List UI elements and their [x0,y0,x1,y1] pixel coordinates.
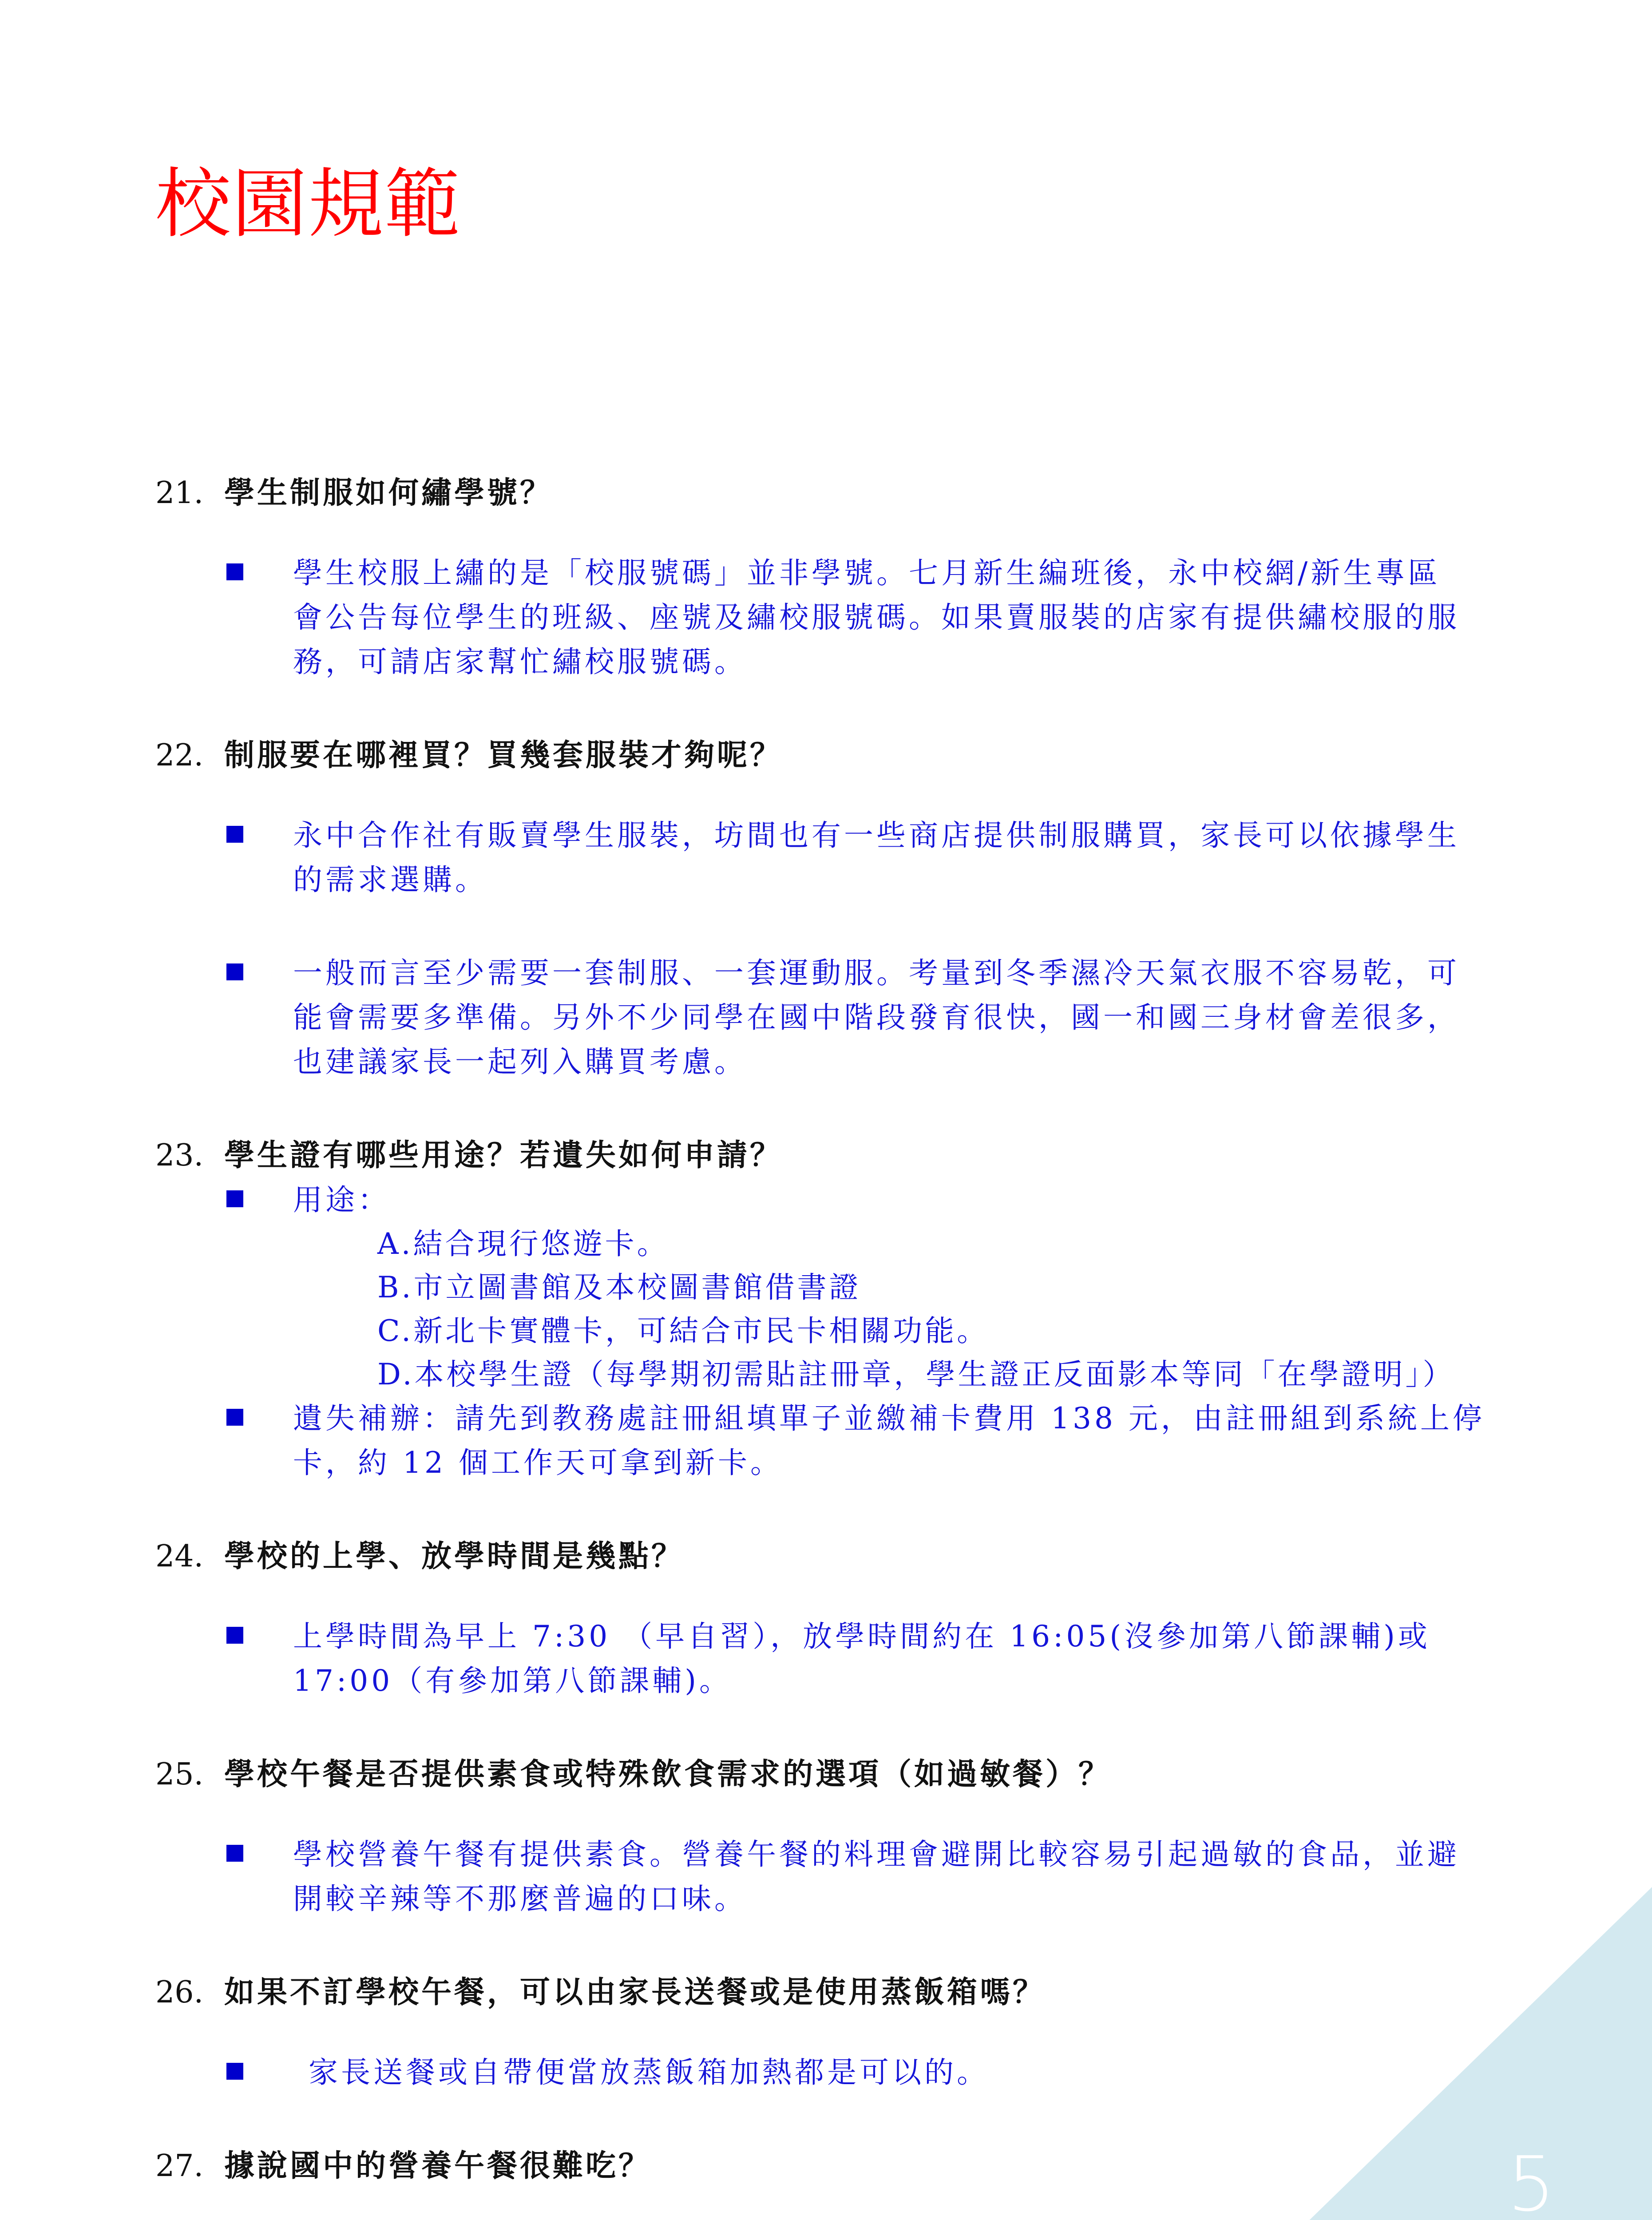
answer-line: 學生校服上繡的是「校服號碼」並非學號。七月新生編班後，永中校網/新生專區 [293,556,1441,590]
question-text: 學生制服如何繡學號？ [224,475,553,511]
answer-line: 能會需要多準備。另外不少同學在國中階段發育很快，國一和國三身材會差很多， [293,1000,1460,1035]
qa-item-25 [155,1752,1496,1921]
question-number: 21. [155,476,204,511]
answer-line: 務，可請店家幫忙繡校服號碼。 [293,645,747,679]
question-number: 24. [155,1539,204,1574]
answer-line: 學校營養午餐有提供素食。營養午餐的料理會避開比較容易引起過敏的食品，並避 [293,1837,1460,1871]
answer-item [155,1396,1496,1485]
square-bullet-icon [226,826,243,843]
answer-line: 用途： [293,1183,390,1217]
answer-line: 上學時間為早上 7:30 （早自習），放學時間約在 16:05(沒參加第八節課輔)或 [293,1619,1430,1653]
answer-line: 會公告每位學生的班級、座號及繡校服號碼。如果賣服裝的店家有提供繡校服的服 [293,600,1460,634]
answer-line: 永中合作社有販賣學生服裝，坊間也有一些商店提供制服購買，家長可以依據學生 [293,818,1460,852]
usage-sub-list [155,1222,1496,1396]
answer-line: 17:00（有參加第八節課輔)。 [293,1664,732,1698]
square-bullet-icon [226,1409,243,1426]
question-text: 學生證有哪些用途？若遺失如何申請？ [224,1138,783,1173]
answer-item [155,2050,1496,2095]
question-number: 22. [155,738,204,773]
answer-item [155,1178,1496,1222]
sub-list-item: B.市立圖書館及本校圖書館借書證 [377,1270,861,1304]
qa-item-26 [155,1970,1496,2095]
answer-item [155,951,1496,1084]
answer-item [155,813,1496,902]
sub-list-item: A.結合現行悠遊卡。 [377,1227,669,1261]
answer-line: 開較辛辣等不那麼普遍的口味。 [293,1882,747,1916]
question-text: 制服要在哪裡買？買幾套服裝才夠呢？ [224,737,783,773]
square-bullet-icon [226,563,243,580]
answer-line: 家長送餐或自帶便當放蒸飯箱加熱都是可以的。 [309,2055,989,2089]
answer-line: 一般而言至少需要一套制服、一套運動服。考量到冬季濕冷天氣衣服不容易乾，可 [293,956,1460,990]
square-bullet-icon [226,2063,243,2080]
page-number: 5 [1507,2141,1556,2220]
square-bullet-icon [226,1190,243,1207]
qa-content [155,471,1496,2188]
answer-line: 也建議家長一起列入購買考慮。 [293,1045,747,1079]
question-number: 23. [155,1138,204,1173]
qa-item-21 [155,471,1496,684]
question-text: 學校的上學、放學時間是幾點？ [224,1538,685,1574]
question-text: 據說國中的營養午餐很難吃？ [224,2148,652,2184]
answer-item [155,1832,1496,1921]
question-text: 如果不訂學校午餐，可以由家長送餐或是使用蒸飯箱嗎？ [224,1974,1046,2010]
question [155,471,1496,515]
square-bullet-icon [226,963,243,980]
answer-item [155,1614,1496,1703]
question [155,733,1496,778]
question [155,1970,1496,2015]
question [155,1133,1496,1178]
question-number: 25. [155,1757,204,1792]
page-title: 校園規範 [155,160,461,248]
question-number: 27. [155,2149,204,2184]
qa-item-24 [155,1534,1496,1703]
answer-line: 的需求選購。 [293,863,487,897]
question-number: 26. [155,1975,204,2010]
sub-list-item: D.本校學生證（每學期初需貼註冊章，學生證正反面影本等同「在學證明」） [377,1357,1455,1391]
answer-item [155,551,1496,684]
answer-line: 卡，約 12 個工作天可拿到新卡。 [293,1446,783,1480]
qa-item-27 [155,2144,1496,2188]
answer-line: 遺失補辦：請先到教務處註冊組填單子並繳補卡費用 138 元，由註冊組到系統上停 [293,1401,1485,1435]
question [155,2144,1496,2188]
square-bullet-icon [226,1845,243,1862]
qa-item-23 [155,1133,1496,1485]
question-text: 學校午餐是否提供素食或特殊飲食需求的選項（如過敏餐）？ [224,1756,1112,1792]
question [155,1752,1496,1797]
qa-item-22 [155,733,1496,1084]
question [155,1534,1496,1579]
square-bullet-icon [226,1627,243,1644]
sub-list-item: C.新北卡實體卡，可結合市民卡相關功能。 [377,1314,989,1348]
